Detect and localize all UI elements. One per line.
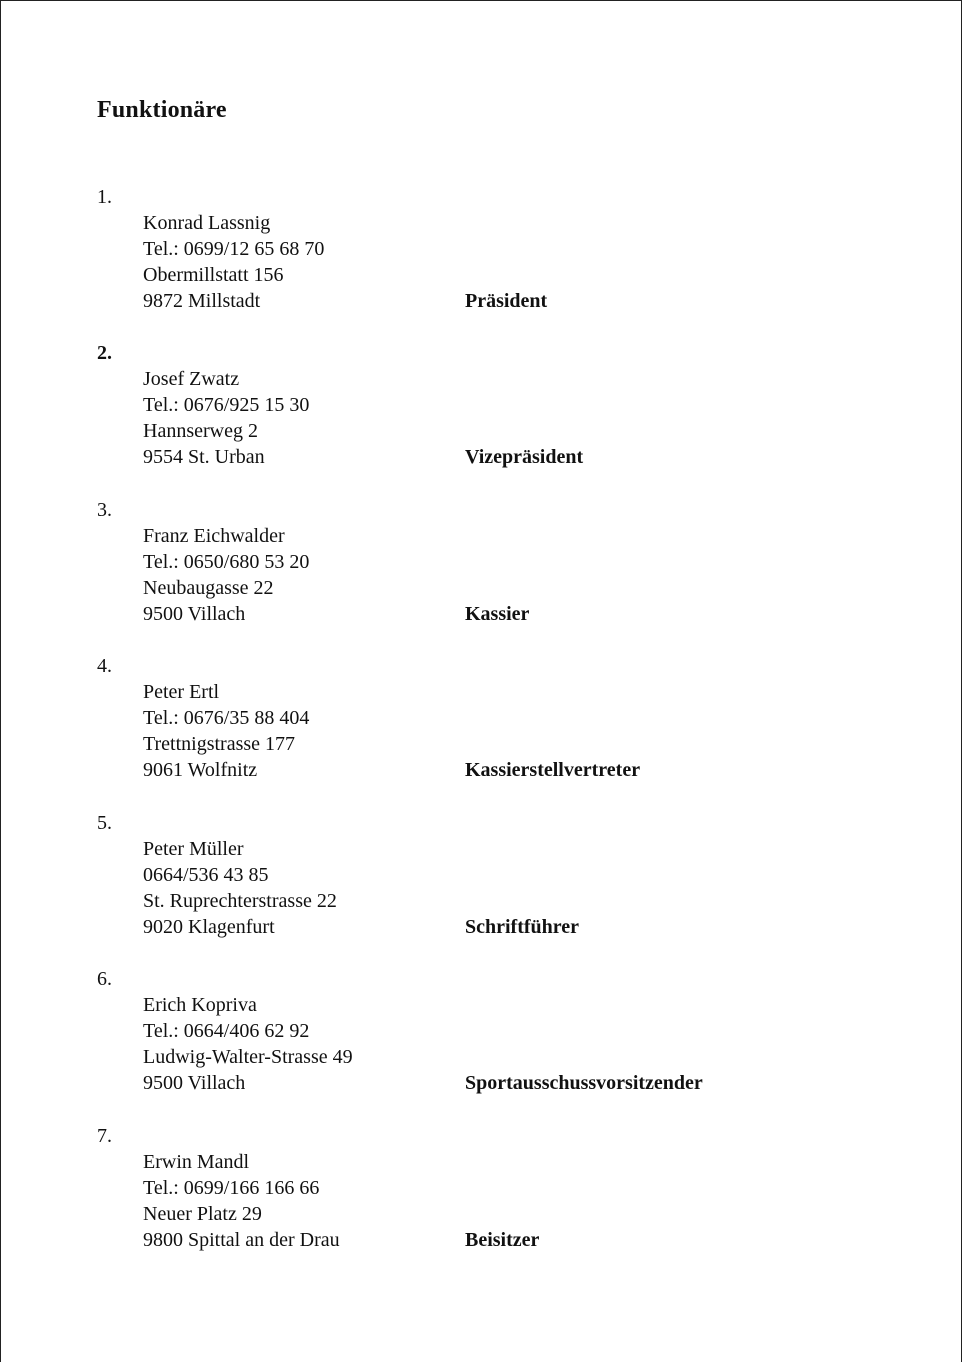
entry-role: Schriftführer [465,916,580,938]
entry-name: Josef Zwatz [143,368,240,390]
entry-street: St. Ruprechterstrasse 22 [143,890,337,912]
entry-city: 9554 St. Urban [143,446,265,468]
entry-name: Konrad Lassnig [143,212,271,234]
entry-city: 9500 Villach [143,603,246,625]
entry-number: 6. [97,968,112,990]
entry-details [143,366,309,470]
entry-city: 9061 Wolfnitz [143,759,258,781]
entry-name: Franz Eichwalder [143,525,285,547]
entry-role: Sportausschussvorsitzender [465,1072,703,1094]
entry-number: 5. [97,812,112,834]
entry-city: 9872 Millstadt [143,290,261,312]
entry-details [143,210,324,314]
official-entry-6 [1,966,901,1106]
entry-street: Obermillstatt 156 [143,264,284,286]
entry-role: Kassierstellvertreter [465,759,641,781]
entry-number: 4. [97,655,112,677]
entry-street: Neubaugasse 22 [143,577,274,599]
page-title: Funktionäre [97,97,227,123]
entry-city: 9020 Klagenfurt [143,916,275,938]
official-entry-5 [1,810,901,950]
official-entry-2 [1,340,901,480]
entry-name: Erwin Mandl [143,1151,250,1173]
entry-role: Kassier [465,603,530,625]
entry-number: 1. [97,186,112,208]
entry-city: 9500 Villach [143,1072,246,1094]
entry-name: Erich Kopriva [143,994,257,1016]
entry-phone: Tel.: 0699/166 166 66 [143,1177,320,1199]
entry-number: 2. [97,342,112,364]
entry-phone: Tel.: 0676/925 15 30 [143,394,310,416]
entry-details [143,1149,340,1253]
entry-phone: Tel.: 0650/680 53 20 [143,551,310,573]
entry-role: Vizepräsident [465,446,584,468]
entry-phone: Tel.: 0664/406 62 92 [143,1020,310,1042]
entry-phone: Tel.: 0676/35 88 404 [143,707,310,729]
entry-street: Ludwig-Walter-Strasse 49 [143,1046,353,1068]
official-entry-3 [1,497,901,637]
entry-role: Präsident [465,290,548,312]
entry-details [143,523,309,627]
entry-number: 7. [97,1125,112,1147]
entry-street: Neuer Platz 29 [143,1203,262,1225]
official-entry-1 [1,184,901,324]
entry-street: Hannserweg 2 [143,420,258,442]
entry-name: Peter Ertl [143,681,220,703]
entry-street: Trettnigstrasse 177 [143,733,296,755]
entry-number: 3. [97,499,112,521]
entry-role: Beisitzer [465,1229,540,1251]
entry-phone: 0664/536 43 85 [143,864,269,886]
official-entry-4 [1,653,901,793]
official-entry-7 [1,1123,901,1263]
entry-name: Peter Müller [143,838,244,860]
entry-details [143,679,309,783]
entry-phone: Tel.: 0699/12 65 68 70 [143,238,325,260]
entry-city: 9800 Spittal an der Drau [143,1229,340,1251]
entry-details [143,836,337,940]
entry-details [143,992,353,1096]
